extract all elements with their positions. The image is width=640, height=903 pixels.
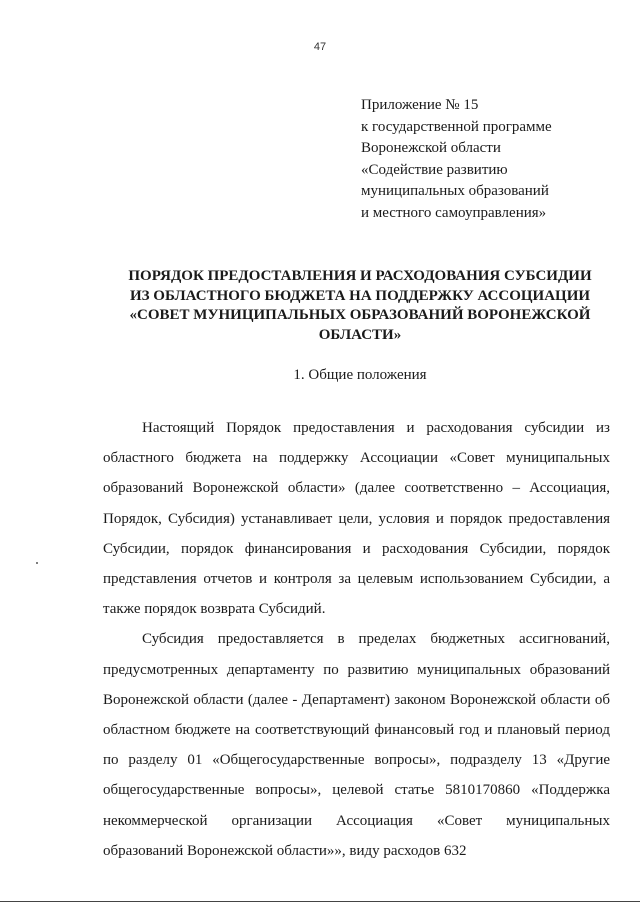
appendix-line: Приложение № 15	[361, 97, 479, 113]
appendix-line: и местного самоуправления»	[361, 204, 547, 221]
document-title	[100, 267, 620, 345]
paragraph: Настоящий Порядок предоставления и расходования субсидии из областного бюджета на поддержку Ассоциации «Совет муниципальных образований Воронежской области» (далее соответственно – Ассоциация, Порядок, Субсидия) устанавливает цели, условия и порядок предоставления Субсидии, порядок финансирования и расходования Субсидии, порядок представления отчетов и контроля за целевым использованием Субсидии, а также порядок возврата Субсидий.	[103, 420, 610, 618]
title-line: ПОРЯДОК ПРЕДОСТАВЛЕНИЯ И РАСХОДОВАНИЯ СУБСИДИИ	[128, 268, 592, 284]
title-line: «СОВЕТ МУНИЦИПАЛЬНЫХ ОБРАЗОВАНИЙ ВОРОНЕЖСКОЙ	[129, 307, 591, 323]
title-line: ОБЛАСТИ»	[318, 326, 402, 343]
appendix-line: муниципальных образований	[361, 183, 549, 199]
title-line: ИЗ ОБЛАСТНОГО БЮДЖЕТА НА ПОДДЕРЖКУ АССОЦИАЦИИ	[129, 287, 591, 304]
paragraph: Субсидия предоставляется в пределах бюджетных ассигнований, предусмотренных департаменту по развитию муниципальных образований Воронежской области (далее - Департамент) законом Воронежской области об областном бюджете на соответствующий финансовый год и плановый период по разделу 01 «Общегосударственные вопросы», подразделу 13 «Другие общегосударственные вопросы», целевой статье 5810170860 «Поддержка некоммерческой организации Ассоциация «Совет муниципальных образований Воронежской области»», виду расходов 632	[103, 631, 610, 859]
body-text	[103, 413, 610, 866]
appendix-line: к государственной программе	[361, 118, 552, 135]
scan-speck	[36, 562, 38, 564]
appendix-line: «Содействие развитию	[361, 161, 508, 178]
section-heading: 1. Общие положения	[293, 367, 427, 383]
appendix-block	[361, 95, 631, 224]
page-bottom-edge	[0, 901, 640, 902]
appendix-line: Воронежской области	[361, 140, 501, 156]
page-number: 47	[313, 41, 327, 53]
